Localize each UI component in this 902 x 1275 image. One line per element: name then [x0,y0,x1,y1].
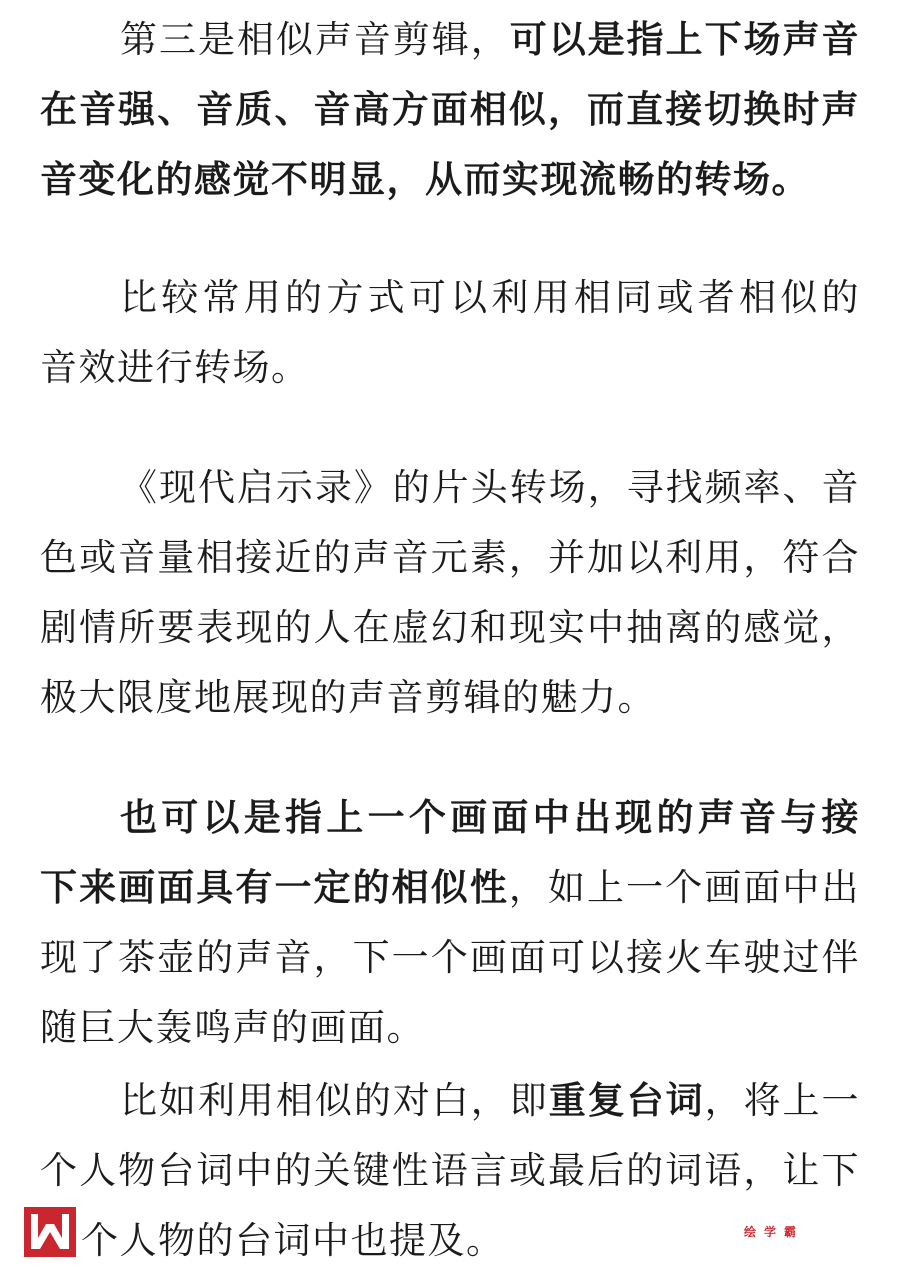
text-segment: 比如利用相似的对白，即 [120,1079,549,1122]
paragraph-line [40,923,860,993]
paragraph-line [40,5,860,75]
text-segment: 音变化的感觉不明显，从而实现流畅的转场。 [40,158,810,201]
text-segment: 重复台词 [548,1079,705,1122]
text-segment: 可以是指上下场声音 [509,18,860,61]
paragraph-line [40,263,860,333]
text-segment: 在音强、音质、音高方面相似，而直接切换时声 [40,88,860,131]
paragraph [40,783,860,1063]
w-logo-icon [24,1207,76,1257]
paragraph-line [40,75,860,145]
article-body [40,5,860,1275]
paragraph [40,263,860,403]
paragraph-line [40,1206,860,1275]
watermark-text: 绘学霸 [744,1225,805,1239]
paragraph-line [40,523,860,593]
text-segment: 音效进行转场。 [40,346,310,389]
text-segment: 个人物台词中的关键性语言或最后的词语，让下 [40,1149,860,1192]
paragraph-line [40,853,860,923]
paragraph-line [40,453,860,523]
paragraph-line [40,993,860,1063]
text-segment: 比较常用的方式可以利用相同或者相似的 [120,276,860,319]
text-segment: 剧情所要表现的人在虚幻和现实中抽离的感觉， [40,606,860,649]
text-segment: 第三是相似声音剪辑， [120,18,510,61]
paragraph-line [40,1136,860,1206]
text-segment: ，将上一 [704,1079,860,1122]
text-segment: 下来画面具有一定的相似性 [40,866,509,909]
text-segment: 随巨大轰鸣声的画面。 [40,1006,425,1049]
paragraph-line [40,783,860,853]
paragraph-line [40,145,860,215]
text-segment: 个人物的台词中也提及。 [81,1219,505,1262]
paragraph-line [40,663,860,733]
paragraph [40,5,860,215]
paragraph-line [40,1066,860,1136]
text-segment: 也可以是指上一个画面中出现的声音与接 [120,796,860,839]
w-logo-svg [24,1207,76,1257]
text-segment: ，如上一个画面中出 [508,866,860,909]
text-segment: 极大限度地展现的声音剪辑的魅力。 [40,676,656,719]
paragraph [40,453,860,733]
paragraph [40,1066,860,1275]
text-segment: 现了茶壶的声音，下一个画面可以接火车驶过伴 [40,936,860,979]
text-segment: 色或音量相接近的声音元素，并加以利用，符合 [40,536,860,579]
text-segment: 《现代启示录》的片头转场，寻找频率、音 [120,466,860,509]
paragraph-line [40,333,860,403]
paragraph-line [40,593,860,663]
